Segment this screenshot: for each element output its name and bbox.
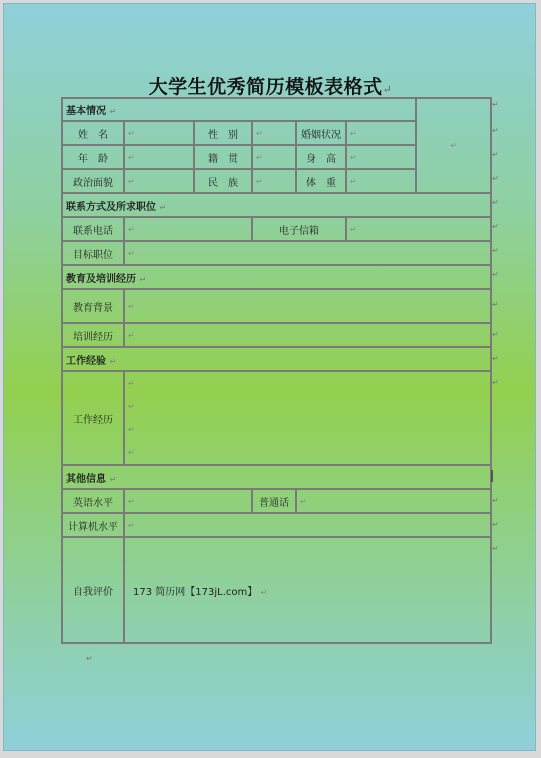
margin-mark: ↵: [492, 354, 499, 363]
computer-label: 计算机水平: [62, 513, 124, 537]
age-value[interactable]: ↵: [124, 145, 194, 169]
section-basic-row: [62, 98, 491, 121]
mandarin-label: 普通话: [252, 489, 296, 513]
phone-label: 联系电话: [62, 217, 124, 241]
paragraph-mark: ↵: [382, 83, 393, 96]
computer-value[interactable]: ↵: [124, 513, 491, 537]
margin-mark: ↵: [492, 544, 499, 553]
self-eval-value[interactable]: 173 简历网【173jL.com】 ↵: [124, 537, 491, 643]
margin-mark: ↵: [492, 496, 499, 505]
margin-mark: ↵: [492, 150, 499, 159]
self-eval-row: [62, 537, 491, 643]
resume-title: [0, 72, 541, 99]
training-value[interactable]: ↵: [124, 323, 491, 347]
gender-value[interactable]: ↵: [252, 121, 296, 145]
name-value[interactable]: ↵: [124, 121, 194, 145]
margin-mark: ↵: [492, 126, 499, 135]
section-basic: 基本情况 ↵: [62, 98, 416, 121]
section-contact-row: [62, 193, 491, 217]
training-label: 培训经历: [62, 323, 124, 347]
height-value[interactable]: ↵: [346, 145, 416, 169]
margin-mark: ↵: [492, 222, 499, 231]
phone-value[interactable]: ↵: [124, 217, 252, 241]
margin-mark: ↵: [492, 330, 499, 339]
english-value[interactable]: ↵: [124, 489, 252, 513]
weight-value[interactable]: ↵: [346, 169, 416, 193]
edu-background-value[interactable]: ↵: [124, 289, 491, 323]
email-value[interactable]: ↵: [346, 217, 491, 241]
weight-label: 体 重: [296, 169, 346, 193]
section-education-row: [62, 265, 491, 289]
english-label: 英语水平: [62, 489, 124, 513]
target-job-row: [62, 241, 491, 265]
section-contact: 联系方式及所求职位 ↵: [62, 193, 491, 217]
self-eval-label: 自我评价: [62, 537, 124, 643]
text-cursor: [491, 470, 493, 482]
self-eval-text: 173 简历网【173jL.com】: [133, 586, 258, 598]
contact-row: [62, 217, 491, 241]
section-work-row: [62, 347, 491, 371]
work-history-row: [62, 371, 491, 465]
computer-row: [62, 513, 491, 537]
margin-mark: ↵: [492, 270, 499, 279]
marital-value[interactable]: ↵: [346, 121, 416, 145]
work-history-value[interactable]: ↵ ↵ ↵ ↵: [124, 371, 491, 465]
section-education: 教育及培训经历 ↵: [62, 265, 491, 289]
margin-mark: ↵: [492, 198, 499, 207]
height-label: 身 高: [296, 145, 346, 169]
work-history-label: 工作经历: [62, 371, 124, 465]
photo-cell[interactable]: ↵: [416, 98, 491, 193]
target-job-value[interactable]: ↵: [124, 241, 491, 265]
margin-mark: ↵: [492, 520, 499, 529]
edu-background-row: [62, 289, 491, 323]
resume-table: [61, 97, 492, 644]
margin-mark: ↵: [492, 378, 499, 387]
section-other-row: [62, 465, 491, 489]
margin-mark: ↵: [492, 300, 499, 309]
origin-label: 籍 贯: [194, 145, 252, 169]
name-label: 姓 名: [62, 121, 124, 145]
margin-mark: ↵: [492, 100, 499, 109]
ethnicity-value[interactable]: ↵: [252, 169, 296, 193]
margin-mark: ↵: [492, 246, 499, 255]
email-label: 电子信箱: [252, 217, 346, 241]
marital-label: 婚姻状况: [296, 121, 346, 145]
political-label: 政治面貌: [62, 169, 124, 193]
language-row: [62, 489, 491, 513]
age-label: 年 龄: [62, 145, 124, 169]
section-work: 工作经验 ↵: [62, 347, 491, 371]
title-text: 大学生优秀简历模板表格式: [148, 76, 383, 98]
mandarin-value[interactable]: ↵: [296, 489, 491, 513]
section-other: 其他信息 ↵: [62, 465, 491, 489]
ethnicity-label: 民 族: [194, 169, 252, 193]
margin-mark: ↵: [492, 174, 499, 183]
paragraph-mark-bottom: ↵: [86, 654, 93, 663]
political-value[interactable]: ↵: [124, 169, 194, 193]
origin-value[interactable]: ↵: [252, 145, 296, 169]
edu-background-label: 教育背景: [62, 289, 124, 323]
training-row: [62, 323, 491, 347]
target-job-label: 目标职位: [62, 241, 124, 265]
gender-label: 性 别: [194, 121, 252, 145]
